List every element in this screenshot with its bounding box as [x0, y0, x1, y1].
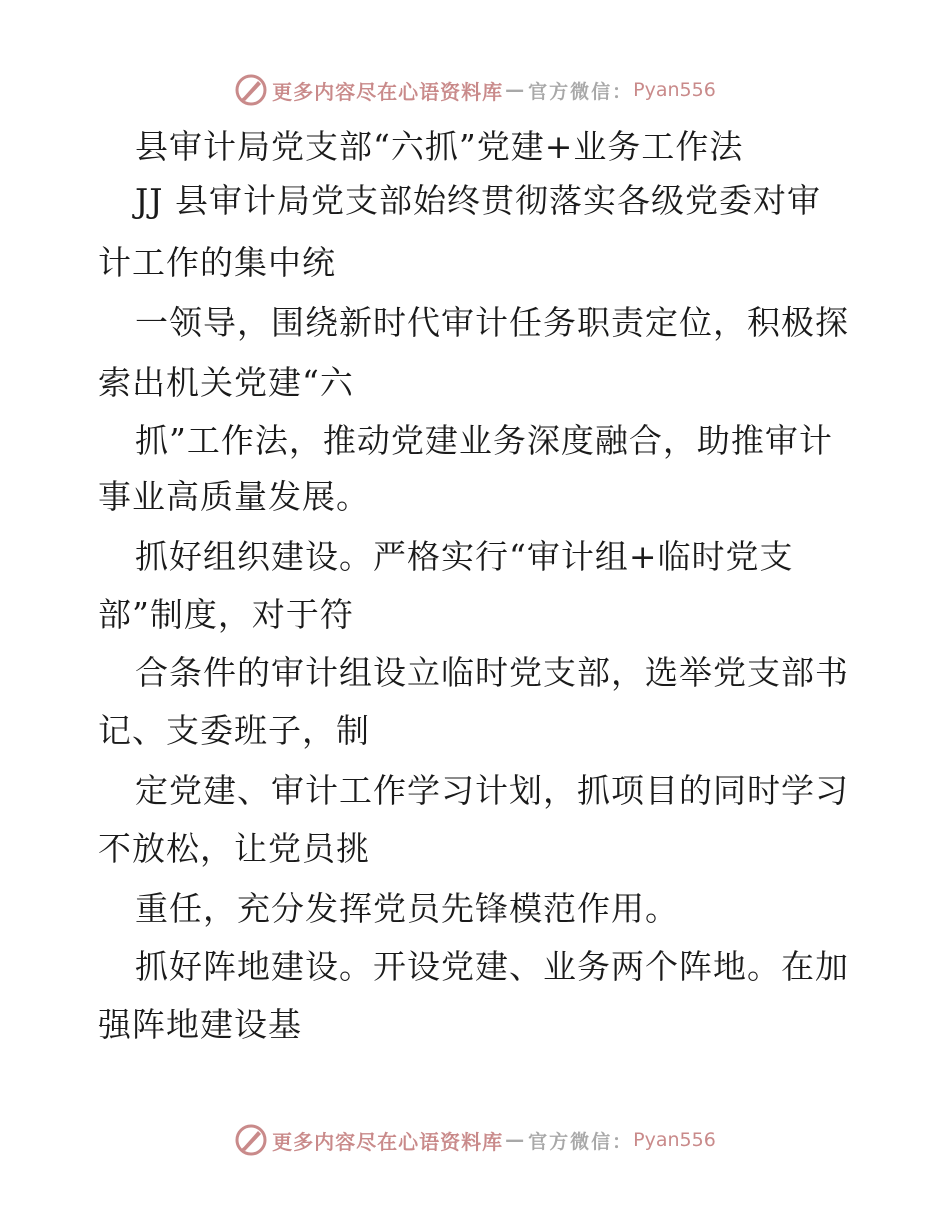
watermark-dash: — — [505, 1129, 527, 1151]
paragraph-line: 一领导，围绕新时代审计任务职责定位，积极探 — [135, 303, 849, 342]
paragraph-line: 重任，充分发挥党员先锋模范作用。 — [135, 889, 679, 928]
paragraph-line: 定党建、审计工作学习计划，抓项目的同时学习 — [135, 771, 849, 810]
watermark-brand-text: 更多内容尽在心语资料库 — [272, 79, 504, 104]
quill-logo-icon — [234, 1123, 268, 1157]
paragraph-line: 部”制度，对于符 — [98, 595, 354, 634]
paragraph-line: 索出机关党建“六 — [98, 363, 354, 402]
paragraph-line: JJ 县审计局党支部始终贯彻落实各级党委对审 — [135, 181, 821, 220]
footer-watermark — [0, 1120, 950, 1160]
watermark-wechat-id: Pyan556 — [633, 1129, 716, 1151]
paragraph-line: 抓”工作法，推动党建业务深度融合，助推审计 — [135, 421, 833, 460]
paragraph-line: 抓好组织建设。严格实行“审计组+临时党支 — [135, 537, 794, 576]
paragraph-line: 计工作的集中统 — [98, 243, 336, 282]
paragraph-line: 不放松，让党员挑 — [98, 829, 370, 868]
header-watermark — [0, 70, 950, 110]
quill-logo-icon — [234, 73, 268, 107]
paragraph-line: 合条件的审计组设立临时党支部，选举党支部书 — [135, 653, 849, 692]
watermark-wechat-id: Pyan556 — [633, 79, 716, 101]
paragraph-line: 事业高质量发展。 — [98, 477, 370, 516]
paragraph-line: 记、支委班子，制 — [98, 711, 370, 750]
paragraph-line: 强阵地建设基 — [98, 1005, 302, 1044]
document-title: 县审计局党支部“六抓”党建+业务工作法 — [135, 127, 744, 166]
watermark-dash: — — [505, 79, 527, 101]
watermark-brand-text: 更多内容尽在心语资料库 — [272, 1129, 504, 1154]
paragraph-line: 抓好阵地建设。开设党建、业务两个阵地。在加 — [135, 947, 849, 986]
watermark-official-label: 官方微信： — [528, 80, 634, 103]
watermark-official-label: 官方微信： — [528, 1130, 634, 1153]
